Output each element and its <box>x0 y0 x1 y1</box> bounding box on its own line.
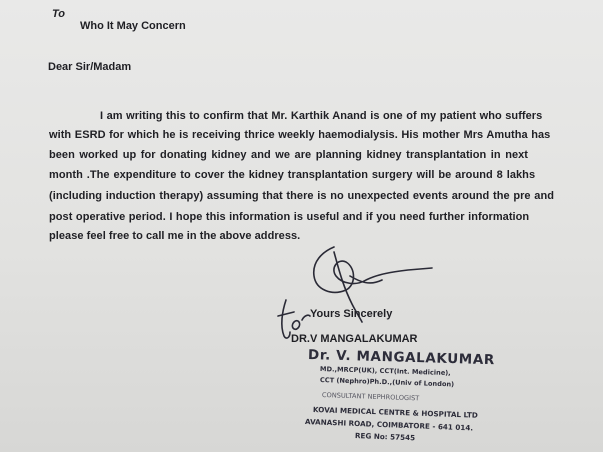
body-line-5: (including induction therapy) assuming that there is no unexpected events around the pre and <box>49 190 555 202</box>
stamp-address: AVANASHI ROAD, COIMBATORE - 641 014. <box>304 417 474 433</box>
signatory-name: DR.V MANGALAKUMAR <box>291 333 418 345</box>
for-mark-o <box>292 321 299 330</box>
to-label: To <box>52 8 66 20</box>
for-mark-bar <box>278 312 294 316</box>
for-mark-f <box>282 300 290 338</box>
body-line-4: month .The expenditure to cover the kidney transplantation surgery will be around 8 lakhs <box>49 169 536 181</box>
body-line-6: post operative period. I hope this information is useful and if you need further information <box>49 211 530 223</box>
stamp-registration: REG No: 57545 <box>354 431 416 443</box>
stamp-doctor-name: Dr. V. MANGALAKUMAR <box>307 347 496 369</box>
stamp-hospital: KOVAI MEDICAL CENTRE & HOSPITAL LTD <box>312 405 478 420</box>
salutation: Dear Sir/Madam <box>48 61 132 73</box>
signature-stroke-tail <box>350 276 382 283</box>
body-line-3: been worked up for donating kidney and we are planning kidney transplantation in next <box>49 149 529 161</box>
for-mark-r <box>302 315 310 320</box>
signature-stroke-main <box>314 247 432 292</box>
stamp-designation: CONSULTANT NEPHROLOGIST <box>321 391 420 403</box>
body-line-7: please feel free to call me in the above address. <box>49 230 301 242</box>
body-line-2: with ESRD for which he is receiving thrice weekly haemodialysis. His mother Mrs Amutha has <box>49 129 551 141</box>
body-line-1: I am writing this to confirm that Mr. Karthik Anand is one of my patient who suffers <box>100 110 543 122</box>
stamp-degree-line-1: MD.,MRCP(UK), CCT(Int. Medicine), <box>319 365 451 378</box>
stamp-degree-line-2: CCT (Nephro)Ph.D.,(Univ of London) <box>319 376 455 389</box>
closing-line: Yours Sincerely <box>310 308 393 320</box>
recipient-line: Who It May Concern <box>80 20 186 32</box>
